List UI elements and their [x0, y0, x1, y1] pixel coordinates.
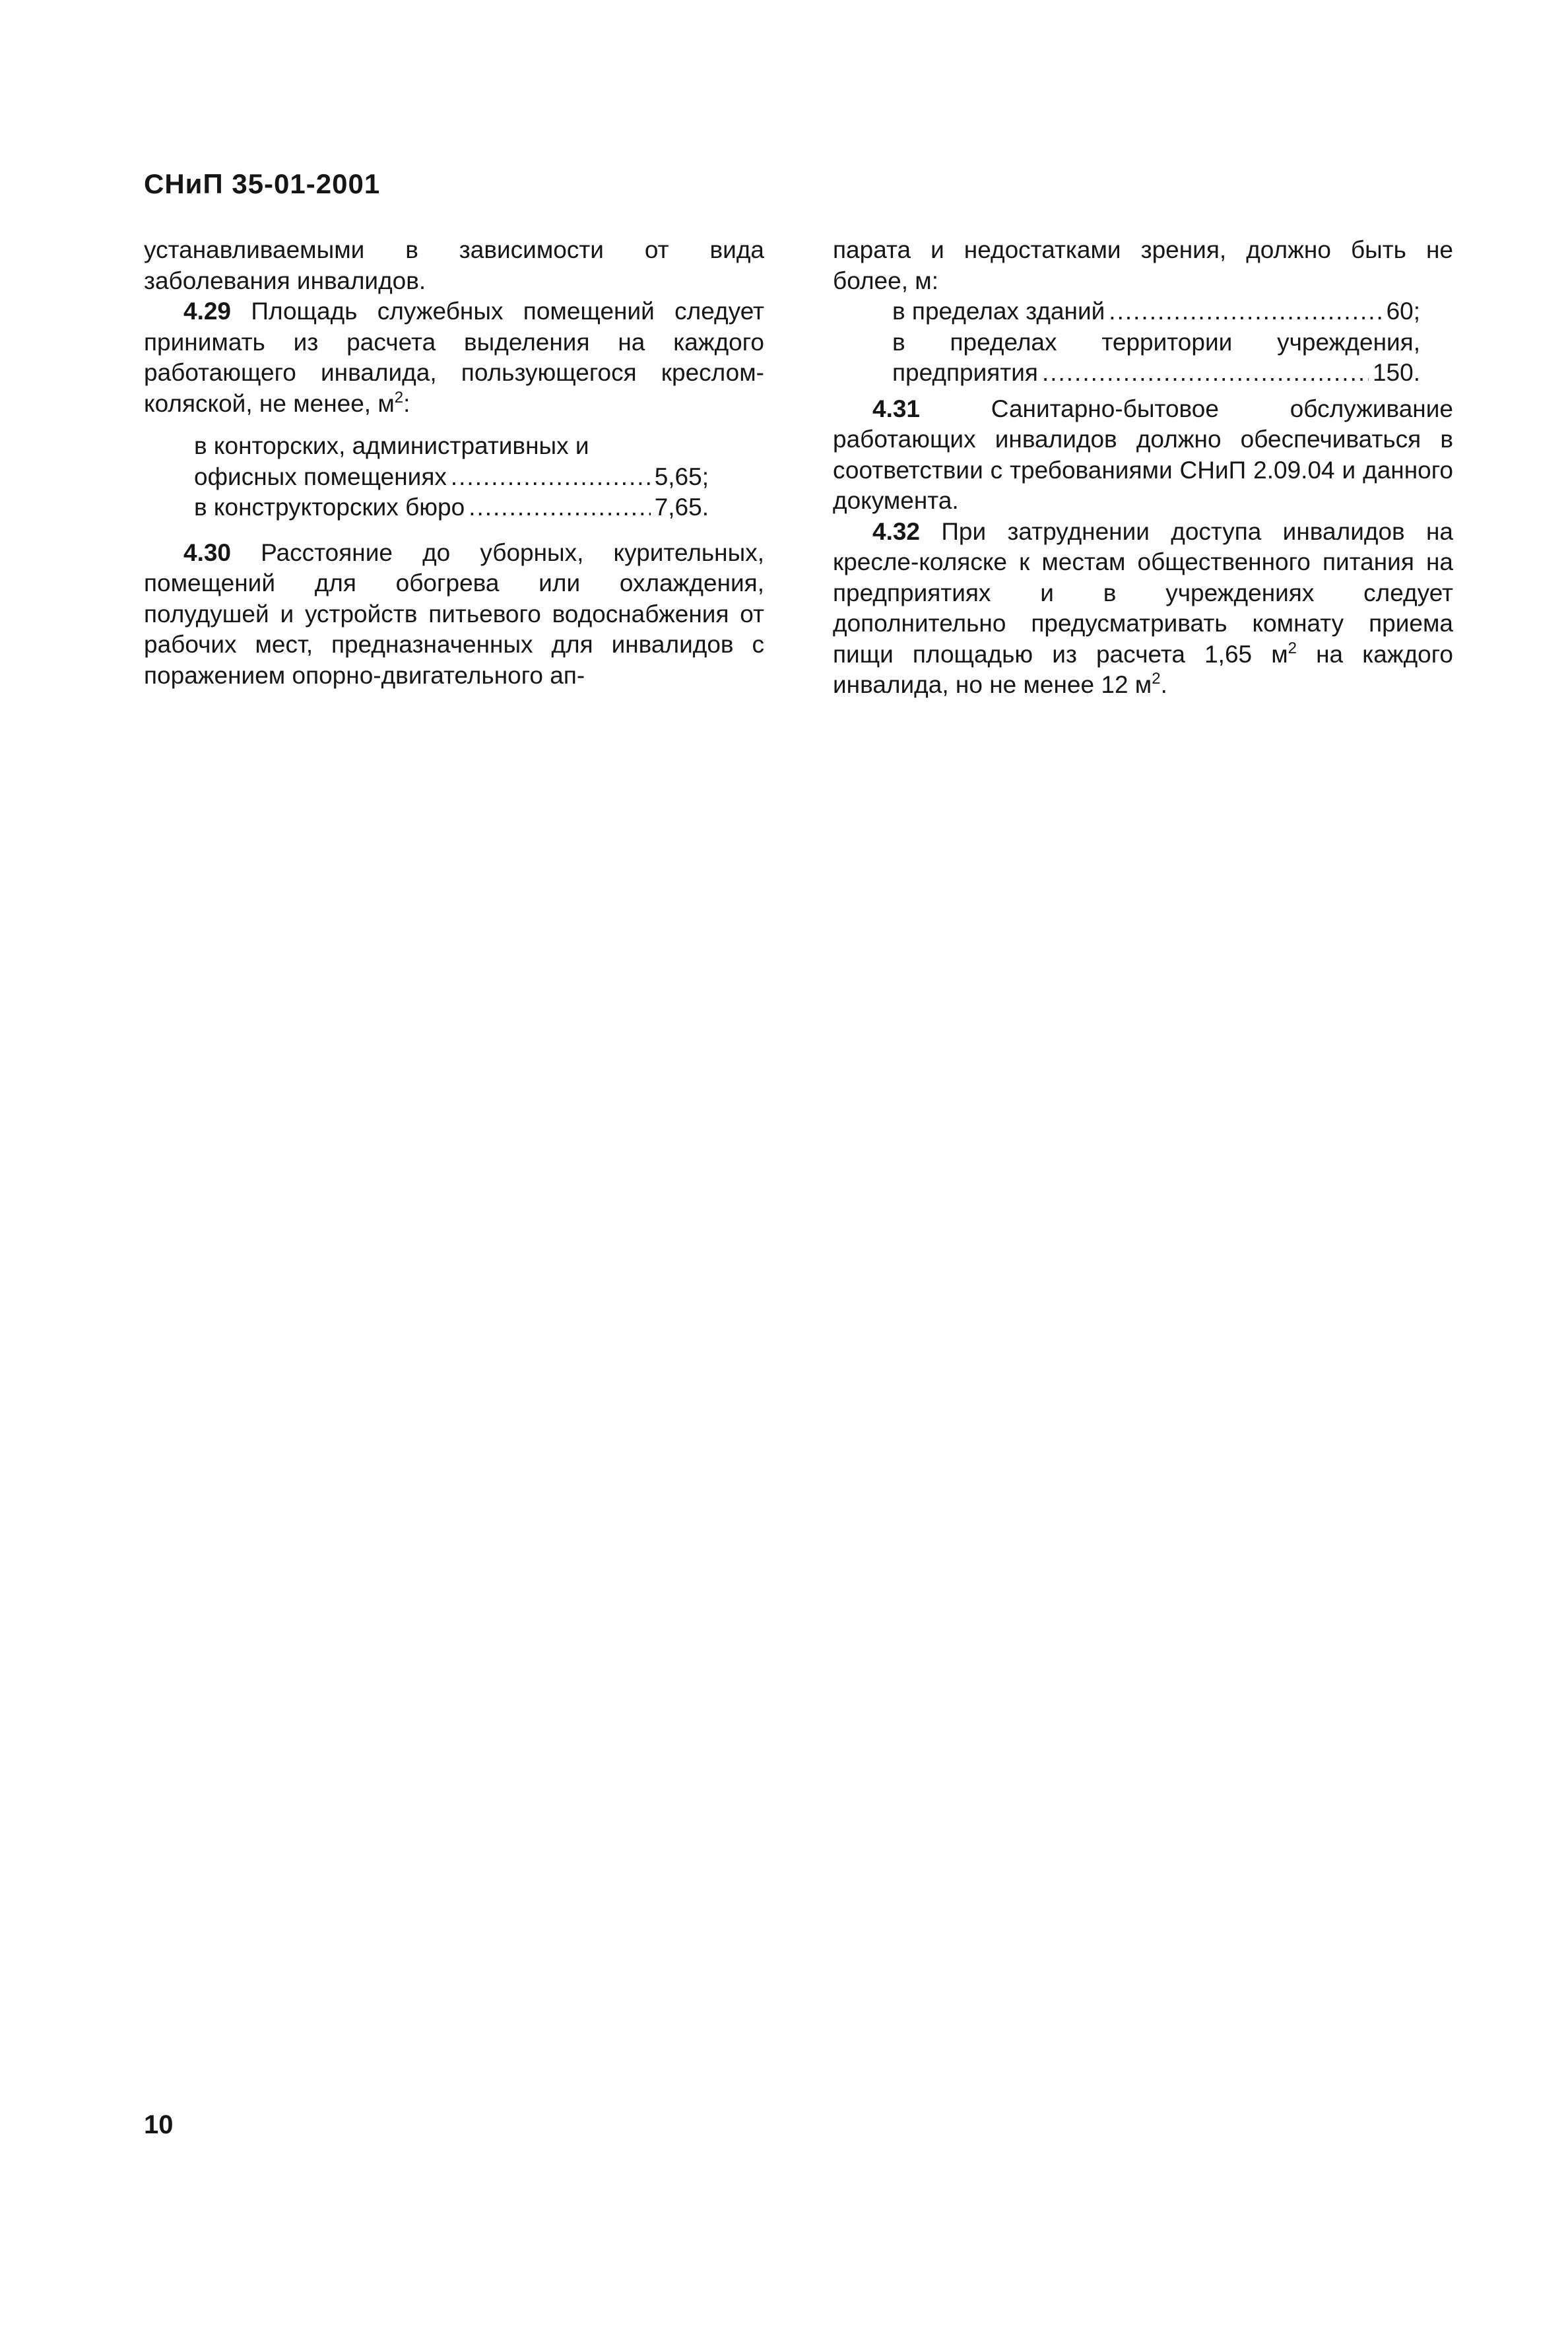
list-item-label: предприятия: [892, 359, 1038, 386]
paragraph-4-30: [144, 538, 764, 692]
superscript: 2: [1152, 670, 1161, 688]
clause-number-4-29: 4.29: [183, 298, 232, 325]
list-item: [194, 492, 709, 523]
clause-text-4-32-end: на каждого инвалида, но не менее 12 м: [833, 640, 1453, 698]
clause-text-4-30: Расстояние до уборных, курительных, помещений для обогрева или охлаждения, полудушей и устройств питьевого водоснабжения от рабочих мест, предназначенных для инвалидов с поражением опорно-двигательного ап-: [144, 538, 764, 689]
paragraph-intro: устанавливаемыми в зависимости от вида заболевания инвалидов.: [144, 236, 764, 294]
clause-text-4-29: Площадь служебных помещений следует принимать из расчета выделения на каждого работающего инвалида, пользующегося креслом-коляской, не менее, м: [144, 298, 764, 417]
list-item-label: в конторских, административных и: [194, 432, 589, 459]
list-item: [892, 296, 1420, 327]
office-area-list: [194, 431, 709, 523]
list-item-label: в конструкторских бюро: [194, 494, 465, 521]
clause-end: :: [403, 389, 410, 417]
document-code-header: СНиП 35-01-2001: [144, 168, 381, 199]
paragraph-4-31: [833, 394, 1453, 517]
list-item-label: в пределах территории учреждения,: [892, 328, 1420, 356]
dot-leader: [1109, 296, 1382, 327]
left-column: [144, 235, 764, 691]
list-item-label: офисных помещениях: [194, 463, 447, 490]
paragraph-4-30-continued: парата и недостатками зрения, должно быть не более, м:: [833, 236, 1453, 294]
clause-number-4-31: 4.31: [872, 395, 921, 422]
page-number: 10: [144, 2110, 174, 2139]
superscript: 2: [394, 388, 404, 406]
list-item-value: 5,65;: [654, 463, 709, 490]
superscript: 2: [1288, 639, 1297, 657]
clause-text-4-31: Санитарно-бытовое обслуживание работающих инвалидов должно обеспечиваться в соответствии с требованиями СНиП 2.09.04 и данного документа.: [833, 395, 1453, 514]
list-item-value: 150.: [1372, 359, 1420, 386]
list-item-value: 7,65.: [654, 494, 709, 521]
list-item: [194, 462, 709, 493]
clause-number-4-32: 4.32: [872, 517, 921, 545]
right-column: [833, 235, 1453, 701]
dot-leader: [1042, 358, 1369, 389]
dot-leader: [451, 462, 651, 493]
paragraph-4-32: [833, 517, 1453, 701]
clause-text-4-32: При затруднении доступа инвалидов на кресле-коляске к местам общественного питания на предприятиях и в учреждениях следует дополнительно предусматривать комнату приема пищи площадью из расчета 1,65 м: [833, 517, 1453, 668]
list-item: [892, 358, 1420, 389]
clause-end: .: [1160, 671, 1167, 698]
paragraph-4-29: [144, 296, 764, 419]
dot-leader: [469, 492, 651, 523]
list-item-label: в пределах зданий: [892, 298, 1105, 325]
clause-number-4-30: 4.30: [183, 538, 232, 566]
list-item-value: 60;: [1386, 298, 1420, 325]
distance-list: [892, 296, 1420, 389]
